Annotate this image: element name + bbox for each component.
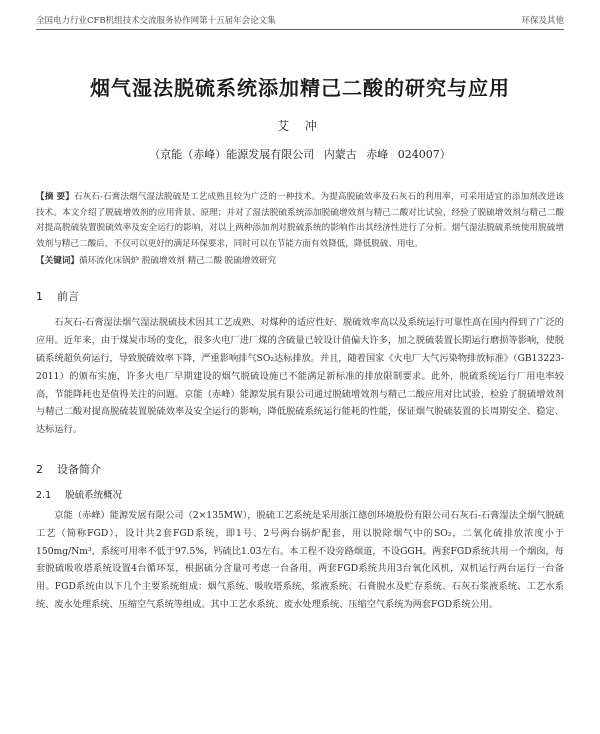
subsection-heading-2-1 <box>36 487 564 501</box>
section-number: 1 <box>36 290 43 304</box>
keywords <box>36 254 564 266</box>
abstract <box>36 190 564 252</box>
affiliation: （京能（赤峰）能源发展有限公司 内蒙古 赤峰 024007） <box>149 148 451 161</box>
author: 艾 冲 <box>277 119 323 133</box>
section-number: 2 <box>36 462 43 476</box>
section-title: 设备简介 <box>57 462 101 476</box>
paragraph: 京能（赤峰）能源发展有限公司（2×135MW），脱硫工艺系统是采用浙江德创环境股份有限公司石灰石-石膏湿法全烟气脱硫工艺（简称FGD），设计共2套FGD系统，即1号、2号两台锅炉配套，用以脱除烟气中的SO₂，二氧化硫排放浓度小于150mg/Nm³，系统可用率不低于97.5%，钙硫比1.03左右。本工程不设旁路烟道，不设GGH。两套FGD系统共用一个烟囱，每套脱硫吸收塔系统设置4台循环泵，根据硫分含量可考虑一台备用，两套FGD系统共用3台氧化风机，双机运行两台运行一台备用。FGD系统由以下几个主要系统组成：烟气系统、吸收塔系统、浆液系统、石膏脱水及贮存系统、石灰石浆液系统、工艺水系统、废水处理系统、压缩空气系统等组成。其中工艺水系统、废水处理系统、压缩空气系统为两套FGD系统公用。 <box>36 509 564 610</box>
running-header <box>36 0 564 30</box>
abstract-label: 【摘 要】 <box>36 192 74 202</box>
header-right: 环保及其他 <box>521 16 564 26</box>
paper-title: 烟气湿法脱硫系统添加精己二酸的研究与应用 <box>90 76 510 100</box>
subsection-title: 脱硫系统概况 <box>65 489 123 501</box>
keywords-label: 【关键词】 <box>36 256 79 267</box>
subsection-number: 2.1 <box>36 489 52 501</box>
abstract-text: 石灰石-石膏法烟气湿法脱硫是工艺成熟且较为广泛的一种技术。为提高脱硫效率及石灰石的利用率，可采用适宜的添加剂改进该技术。本文介绍了脱硫增效剂的应用背景、原理；并对了湿法脱硫系统添加脱硫增效剂与精己二酸对比试验，经验了脱硫增效剂与精己二酸对提高脱硫装置脱硫效率及安全运行的影响，对以上两种添加剂对脱硫系统的影响作出其经济性进行了分析。烟气湿法脱硫系统使用脱硫增效剂与精己二酸后，不仅可以更好的满足环保要求，同时可以在节能方面有效降低，降低脱硫、用电。 <box>36 192 564 249</box>
section-heading-2 <box>36 461 564 477</box>
header-left: 全国电力行业CFB机组技术交流服务协作网第十五届年会论文集 <box>36 16 276 26</box>
paragraph: 石灰石-石膏湿法烟气湿法脱硫技术因其工艺成熟、对煤种的适应性好、脱硫效率高以及系统运行可靠性高在国内得到了广泛的应用。近年来，由于煤炭市场的变化，很多火电厂进厂煤的含硫量已较设计值偏大许多，加之脱硫装置长期运行磨损等影响，使脱硫系统超负荷运行，导致脱硫效率下降，严重影响排气SO₂达标排放。并且，随着国家《火电厂大气污染物排放标准》（GB13223-2011）的颁布实施，许多火电厂早期建设的烟气脱硫设施已不能满足新标准的排放限制要求。此外，脱硫系统运行厂用电率较高，节能降耗也是值得关注的问题。京能（赤峰）能源发展有限公司通过脱硫增效剂与精己二酸应用对比试验，检验了脱硫增效剂与精己二酸对提高脱硫装置脱硫效率及安全运行的影响，降低脱硫系统运行能耗的性能，保证烟气脱硫装置的长周期安全、稳定、达标运行。 <box>36 317 564 436</box>
keywords-text: 循环流化床锅炉 脱硫增效剂 精己二酸 脱硫增效研究 <box>78 256 277 267</box>
section-title: 前言 <box>57 290 79 304</box>
section-heading-1 <box>36 288 564 304</box>
